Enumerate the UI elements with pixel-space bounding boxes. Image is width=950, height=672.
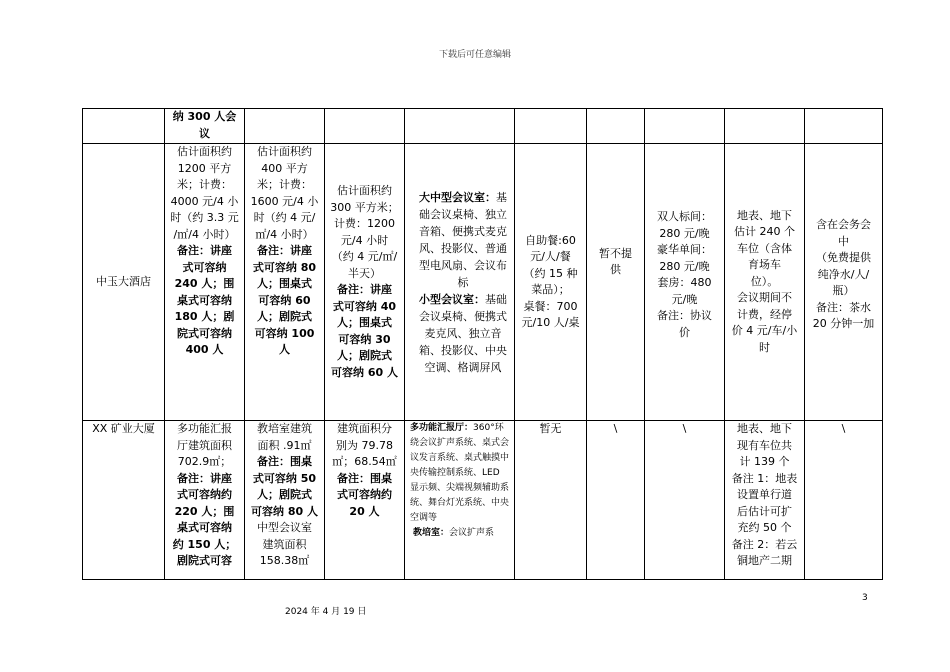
header-note: 下载后可任意编辑 [438,50,511,60]
table-row-zhongyu [83,144,883,421]
extra-cell [587,109,645,144]
water-cell: 含在会务会 中 （免费提供 纯净水/人/ 瓶） 备注：茶水 20 分钟一加 [805,144,883,421]
venue-comparison-table [82,108,883,580]
hall2-cell [245,109,325,144]
hotel-name-cell [83,109,165,144]
parking-cell: 地表、地下 估计 240 个 车位（含体 育场车 位）。 会议期间不 计费，经停 价 4 元/车/小 时 [725,144,805,421]
hall1-cell: 估计面积约 1200 平方 米；计费： 4000 元/4 小 时（约 3.3 元 /㎡/4 小时） 备注：讲座 式可容纳 240 人；围 桌式可容纳 180 人；剧 院式可容纳 400 人 [165,144,245,421]
rooms-cell: 双人标间： 280 元/晚 豪华单间： 280 元/晚 套房：480 元/晚 备注：协议 价 [645,144,725,421]
equipment-cell: 大中型会议室：基础会议桌椅、独立音箱、便携式麦克风、投影仪、普通型电风扇、会议布标 小型会议室：基础会议桌椅、便携式麦克风、独立音箱、投影仪、中央空调、格调屏风 [405,144,515,421]
water-cell: \ [805,421,883,580]
hotel-name-cell: 中玉大酒店 [83,144,165,421]
hall3-cell: 估计面积约 300 平方米； 计费：1200 元/4 小时 （约 4 元/㎡/ 半天） 备注：讲座 式可容纳 40 人；围桌式 可容纳 30 人；剧院式 可容纳 60 人 [325,144,405,421]
dining-cell: 自助餐:60 元/人/餐 （约 15 种 菜品）； 桌餐：700 元/10 人/桌 [515,144,587,421]
dining-cell [515,109,587,144]
hotel-name-cell: XX 矿业大厦 [83,421,165,580]
hall3-cell [325,109,405,144]
hall3-cell: 建筑面积分 别为 79.78 ㎡；68.54㎡ 备注：围桌 式可容纳约 20 人 [325,421,405,580]
hall2-cell: 估计面积约 400 平方 米；计费： 1600 元/4 小 时（约 4 元/ ㎡/4 小时） 备注：讲座 式可容纳 80 人；围桌式 可容纳 60 人；剧院式 可容纳 100 人 [245,144,325,421]
rooms-cell: \ [645,421,725,580]
parking-cell [725,109,805,144]
footer-date: 2024 年 4 月 19 日 [285,607,367,617]
hall2-cell: 教培室建筑 面积 .91㎡ 备注：围桌 式可容纳 50 人；剧院式 可容纳 80 人 中型会议室 建筑面积 158.38㎡ [245,421,325,580]
dining-cell: 暂无 [515,421,587,580]
hall1-cell: 多功能汇报 厅建筑面积 702.9㎡； 备注：讲座 式可容纳约 220 人；围 桌式可容纳 约 150 人； 剧院式可容 [165,421,245,580]
hall1-cell: 纳 300 人会 议 [165,109,245,144]
equipment-cell [405,109,515,144]
equipment-cell: 多功能汇报厅：360°环绕会议扩声系统、桌式会议发言系统、桌式触摸中央传输控制系统、LED 显示频、尖端视频辅助系统、舞台灯光系统、中央空调等 教培室：会议扩声系 [405,421,515,580]
table-row-xx-mining [83,421,883,580]
table-row-continuation [83,109,883,144]
extra-cell: \ [587,421,645,580]
extra-cell: 暂不提 供 [587,144,645,421]
rooms-cell [645,109,725,144]
water-cell [805,109,883,144]
page-number: 3 [862,593,868,603]
parking-cell: 地表、地下 现有车位共 计 139 个 备注 1：地表 设置单行道 后估计可扩 充约 50 个 备注 2：若云 铜地产二期 [725,421,805,580]
